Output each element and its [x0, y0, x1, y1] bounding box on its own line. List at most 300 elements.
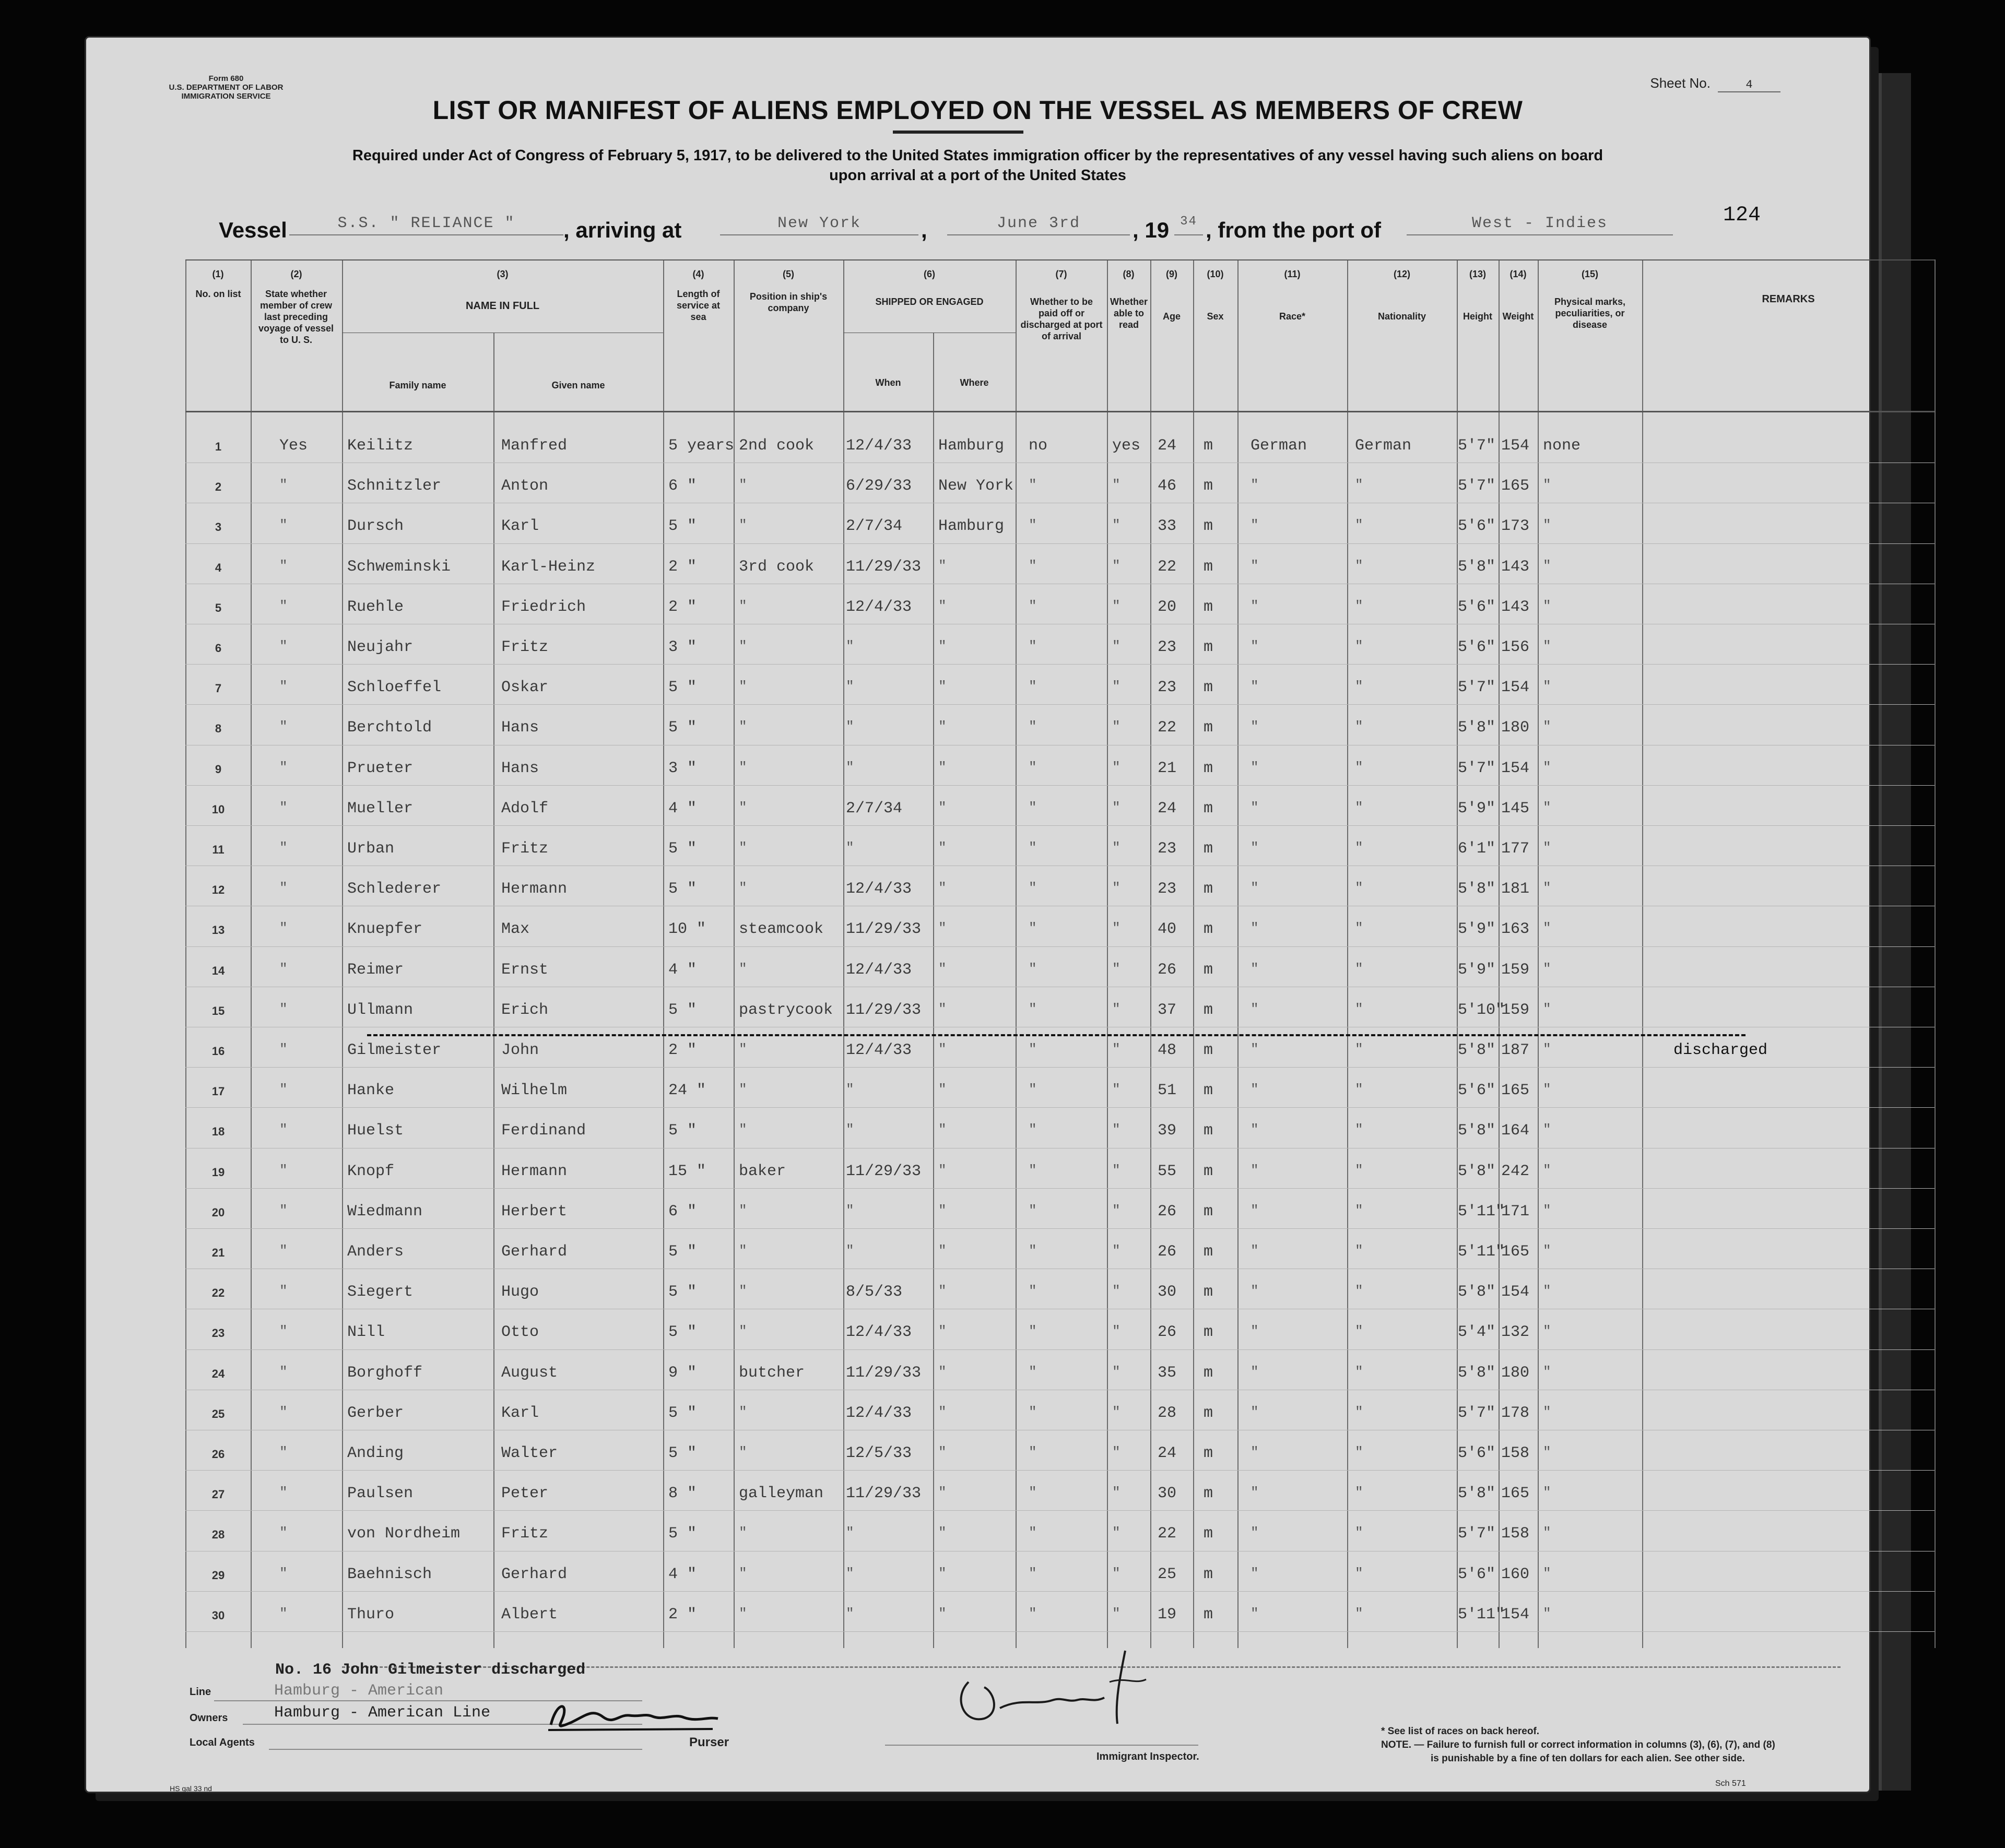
- able-read-cell: ": [1112, 598, 1121, 614]
- inspector-label: Immigrant Inspector.: [1096, 1751, 1199, 1762]
- family-name-cell: Borghoff: [347, 1364, 423, 1382]
- shipped-when-cell: 12/4/33: [846, 437, 912, 455]
- row-number: 15: [211, 1004, 225, 1017]
- age-cell: 25: [1158, 1565, 1177, 1583]
- col-name-in-full: NAME IN FULL: [465, 300, 540, 312]
- age-cell: 33: [1158, 517, 1177, 536]
- nationality-cell: ": [1355, 1525, 1363, 1541]
- nationality-cell: ": [1355, 799, 1363, 815]
- date-value: June 3rd: [947, 212, 1130, 235]
- paid-off-cell: ": [1029, 1485, 1037, 1501]
- height-cell: 5'8": [1458, 1122, 1496, 1140]
- age-cell: 51: [1158, 1082, 1177, 1100]
- table-row: [185, 707, 1935, 748]
- row-number: 6: [215, 642, 222, 655]
- footer: [86, 1661, 1869, 1792]
- table-row: [185, 1554, 1935, 1594]
- length-service-cell: 4 ": [668, 799, 697, 818]
- last-voyage-cell: ": [279, 759, 288, 775]
- sex-cell: m: [1204, 1283, 1213, 1301]
- position-cell: ": [739, 1243, 747, 1259]
- race-cell: ": [1251, 719, 1259, 735]
- age-cell: 24: [1158, 1444, 1177, 1462]
- row-number: 24: [211, 1367, 225, 1380]
- shipped-when-cell: ": [846, 1605, 854, 1621]
- shipped-where-cell: ": [938, 1323, 947, 1340]
- vessel-label: Vessel: [219, 218, 287, 242]
- sex-cell: m: [1204, 1243, 1213, 1261]
- sex-cell: m: [1204, 1122, 1213, 1140]
- sex-cell: m: [1204, 759, 1213, 777]
- race-cell: ": [1251, 1001, 1259, 1017]
- position-cell: ": [739, 477, 747, 493]
- shipped-when-cell: 2/7/34: [846, 799, 903, 818]
- table-row: [185, 1191, 1935, 1231]
- col-num: (4): [692, 269, 704, 279]
- weight-cell: 164: [1501, 1122, 1530, 1140]
- able-read-cell: ": [1112, 1323, 1121, 1340]
- table-row: [185, 1312, 1935, 1352]
- col-num: (8): [1123, 269, 1135, 279]
- given-name-cell: Fritz: [501, 840, 549, 858]
- weight-cell: 165: [1501, 477, 1530, 495]
- able-read-cell: ": [1112, 920, 1121, 937]
- nationality-cell: ": [1355, 719, 1363, 735]
- age-cell: 35: [1158, 1364, 1177, 1382]
- position-cell: ": [739, 880, 747, 896]
- given-name-cell: Gerhard: [501, 1565, 568, 1583]
- length-service-cell: 10 ": [668, 920, 706, 939]
- row-number: 18: [211, 1125, 225, 1139]
- given-name-cell: Otto: [501, 1323, 539, 1342]
- nationality-cell: ": [1355, 1404, 1363, 1420]
- length-service-cell: 5 ": [668, 1323, 697, 1342]
- physical-marks-cell: ": [1543, 558, 1551, 574]
- position-cell: ": [739, 961, 747, 977]
- nationality-cell: ": [1355, 880, 1363, 896]
- weight-cell: 158: [1501, 1525, 1530, 1543]
- row-number: 27: [211, 1488, 225, 1501]
- row-number: 20: [211, 1205, 225, 1219]
- age-cell: 23: [1158, 679, 1177, 697]
- col-where: Where: [960, 377, 989, 388]
- position-cell: 2nd cook: [739, 437, 815, 455]
- shipped-when-cell: 12/4/33: [846, 1041, 912, 1059]
- weight-cell: 159: [1501, 961, 1530, 979]
- row-number: 21: [211, 1246, 225, 1259]
- able-read-cell: ": [1112, 719, 1121, 735]
- shipped-where-cell: Hamburg: [938, 517, 1005, 536]
- able-read-cell: ": [1112, 1605, 1121, 1621]
- shipped-when-cell: 11/29/33: [846, 1162, 922, 1180]
- arriving-value: New York: [720, 212, 918, 235]
- table-row: [185, 1353, 1935, 1393]
- weight-cell: 180: [1501, 719, 1530, 737]
- shipped-when-cell: ": [846, 759, 854, 775]
- sex-cell: m: [1204, 961, 1213, 979]
- last-voyage-cell: ": [279, 961, 288, 977]
- table-row: [185, 1433, 1935, 1473]
- row-number: 19: [211, 1165, 225, 1179]
- shipped-where-cell: ": [938, 719, 947, 735]
- paid-off-cell: ": [1029, 840, 1037, 856]
- row-number: 17: [211, 1085, 225, 1098]
- physical-marks-cell: ": [1543, 638, 1551, 654]
- position-cell: baker: [739, 1162, 786, 1180]
- given-name-cell: Fritz: [501, 1525, 549, 1543]
- position-cell: ": [739, 719, 747, 735]
- length-service-cell: 5 ": [668, 840, 697, 858]
- nationality-cell: ": [1355, 1485, 1363, 1501]
- physical-marks-cell: ": [1543, 799, 1551, 815]
- shipped-where-cell: ": [938, 759, 947, 775]
- able-read-cell: ": [1112, 840, 1121, 856]
- able-read-cell: ": [1112, 679, 1121, 695]
- given-name-cell: Fritz: [501, 638, 549, 656]
- last-voyage-cell: ": [279, 1243, 288, 1259]
- race-cell: ": [1251, 1283, 1259, 1299]
- weight-cell: 187: [1501, 1041, 1530, 1059]
- shipped-when-cell: ": [846, 638, 854, 654]
- weight-cell: 173: [1501, 517, 1530, 536]
- table-row: [185, 425, 1935, 466]
- height-cell: 6'1": [1458, 840, 1496, 858]
- position-cell: ": [739, 1283, 747, 1299]
- weight-cell: 154: [1501, 679, 1530, 697]
- able-read-cell: yes: [1112, 437, 1141, 455]
- table-row: [185, 869, 1935, 909]
- height-cell: 5'8": [1458, 880, 1496, 898]
- position-cell: ": [739, 1122, 747, 1138]
- length-service-cell: 15 ": [668, 1162, 706, 1180]
- length-service-cell: 5 ": [668, 1525, 697, 1543]
- race-cell: ": [1251, 1364, 1259, 1380]
- given-name-cell: August: [501, 1364, 558, 1382]
- shipped-when-cell: 12/4/33: [846, 880, 912, 898]
- paid-off-cell: ": [1029, 1605, 1037, 1621]
- owners-label: Owners: [190, 1712, 228, 1724]
- family-name-cell: Dursch: [347, 517, 404, 536]
- shipped-when-cell: 2/7/34: [846, 517, 903, 536]
- paid-off-cell: ": [1029, 719, 1037, 735]
- height-cell: 5'11": [1458, 1243, 1505, 1261]
- paid-off-cell: ": [1029, 679, 1037, 695]
- age-cell: 55: [1158, 1162, 1177, 1180]
- race-cell: ": [1251, 1162, 1259, 1178]
- paid-off-cell: ": [1029, 1404, 1037, 1420]
- paid-off-cell: no: [1029, 437, 1048, 455]
- height-cell: 5'6": [1458, 598, 1496, 616]
- physical-marks-cell: ": [1543, 1404, 1551, 1420]
- from-label: , from the port of: [1206, 218, 1381, 242]
- weight-cell: 159: [1501, 1001, 1530, 1019]
- table-row: [185, 1473, 1935, 1513]
- sex-cell: m: [1204, 1041, 1213, 1059]
- length-service-cell: 6 ": [668, 1202, 697, 1221]
- length-service-cell: 4 ": [668, 961, 697, 979]
- shipped-where-cell: ": [938, 1364, 947, 1380]
- page-title: LIST OR MANIFEST OF ALIENS EMPLOYED ON THE VESSEL AS MEMBERS OF CREW: [432, 96, 1523, 125]
- table-row: [185, 1110, 1935, 1151]
- paid-off-cell: ": [1029, 1162, 1037, 1178]
- age-cell: 46: [1158, 477, 1177, 495]
- table-row: [185, 788, 1935, 828]
- length-service-cell: 5 ": [668, 1122, 697, 1140]
- height-cell: 5'7": [1458, 477, 1496, 495]
- height-cell: 5'8": [1458, 719, 1496, 737]
- table-row: [185, 506, 1935, 546]
- nationality-cell: ": [1355, 1444, 1363, 1460]
- position-cell: steamcook: [739, 920, 824, 939]
- height-cell: 5'6": [1458, 1444, 1496, 1462]
- length-service-cell: 5 ": [668, 1404, 697, 1422]
- last-voyage-cell: ": [279, 679, 288, 695]
- height-cell: 5'7": [1458, 679, 1496, 697]
- table-row: [185, 1151, 1935, 1191]
- last-voyage-cell: ": [279, 517, 288, 534]
- age-cell: 30: [1158, 1283, 1177, 1301]
- weight-cell: 242: [1501, 1162, 1530, 1180]
- race-cell: ": [1251, 1444, 1259, 1460]
- line-label: Line: [190, 1686, 211, 1698]
- nationality-cell: ": [1355, 558, 1363, 574]
- position-cell: ": [739, 1565, 747, 1581]
- nationality-cell: ": [1355, 1162, 1363, 1178]
- nationality-cell: ": [1355, 961, 1363, 977]
- shipped-where-cell: ": [938, 1202, 947, 1218]
- row-number: 22: [211, 1286, 225, 1300]
- able-read-cell: ": [1112, 1485, 1121, 1501]
- race-cell: ": [1251, 840, 1259, 856]
- physical-marks-cell: ": [1543, 1605, 1551, 1621]
- department-name: U.S. DEPARTMENT OF LABOR: [169, 83, 284, 92]
- nationality-cell: ": [1355, 1605, 1363, 1621]
- shipped-when-cell: ": [846, 719, 854, 735]
- position-cell: ": [739, 1202, 747, 1218]
- sex-cell: m: [1204, 1485, 1213, 1503]
- paid-off-cell: ": [1029, 477, 1037, 493]
- family-name-cell: Schnitzler: [347, 477, 442, 495]
- last-voyage-cell: ": [279, 558, 288, 574]
- last-voyage-cell: ": [279, 1444, 288, 1460]
- able-read-cell: ": [1112, 1565, 1121, 1581]
- position-cell: ": [739, 1444, 747, 1460]
- length-service-cell: 3 ": [668, 638, 697, 656]
- race-cell: ": [1251, 598, 1259, 614]
- print-code: HS gal 33 nd: [170, 1784, 212, 1793]
- family-name-cell: Wiedmann: [347, 1202, 423, 1221]
- sex-cell: m: [1204, 558, 1213, 576]
- family-name-cell: Berchtold: [347, 719, 432, 737]
- length-service-cell: 9 ": [668, 1364, 697, 1382]
- height-cell: 5'11": [1458, 1202, 1505, 1221]
- paid-off-cell: ": [1029, 1122, 1037, 1138]
- table-row: [185, 1513, 1935, 1554]
- row-number: 2: [215, 480, 222, 494]
- last-voyage-cell: ": [279, 799, 288, 815]
- family-name-cell: Siegert: [347, 1283, 414, 1301]
- sex-cell: m: [1204, 1605, 1213, 1624]
- last-voyage-cell: ": [279, 1283, 288, 1299]
- physical-marks-cell: ": [1543, 1122, 1551, 1138]
- age-cell: 26: [1158, 1243, 1177, 1261]
- col-num: (14): [1509, 269, 1527, 279]
- paid-off-cell: ": [1029, 1283, 1037, 1299]
- row-number: 16: [211, 1045, 225, 1058]
- weight-cell: 163: [1501, 920, 1530, 939]
- able-read-cell: ": [1112, 558, 1121, 574]
- shipped-when-cell: ": [846, 1202, 854, 1218]
- service-name: IMMIGRATION SERVICE: [181, 92, 271, 101]
- height-cell: 5'7": [1458, 1404, 1496, 1422]
- age-cell: 40: [1158, 920, 1177, 939]
- age-cell: 19: [1158, 1605, 1177, 1624]
- col-length-service: Length of service at sea: [676, 289, 721, 322]
- length-service-cell: 5 ": [668, 880, 697, 898]
- table-row: [185, 627, 1935, 667]
- sex-cell: m: [1204, 840, 1213, 858]
- col-shipped-engaged: SHIPPED OR ENGAGED: [875, 297, 984, 307]
- position-cell: ": [739, 1323, 747, 1340]
- nationality-cell: ": [1355, 679, 1363, 695]
- height-cell: 5'6": [1458, 1565, 1496, 1583]
- age-cell: 24: [1158, 799, 1177, 818]
- last-voyage-cell: ": [279, 1001, 288, 1017]
- last-voyage-cell: ": [279, 1323, 288, 1340]
- table-row: [185, 828, 1935, 869]
- shipped-where-cell: ": [938, 880, 947, 896]
- shipped-where-cell: ": [938, 920, 947, 937]
- physical-marks-cell: ": [1543, 1001, 1551, 1017]
- height-cell: 5'8": [1458, 1485, 1496, 1503]
- paid-off-cell: ": [1029, 1525, 1037, 1541]
- able-read-cell: ": [1112, 1525, 1121, 1541]
- able-read-cell: ": [1112, 1243, 1121, 1259]
- race-cell: ": [1251, 638, 1259, 654]
- weight-cell: 165: [1501, 1485, 1530, 1503]
- nationality-cell: ": [1355, 920, 1363, 937]
- nationality-cell: ": [1355, 1243, 1363, 1259]
- last-voyage-cell: ": [279, 880, 288, 896]
- age-cell: 26: [1158, 961, 1177, 979]
- race-cell: ": [1251, 1565, 1259, 1581]
- title-rule: [893, 131, 1023, 134]
- race-cell: German: [1251, 437, 1307, 455]
- height-cell: 5'8": [1458, 1283, 1496, 1301]
- family-name-cell: Ullmann: [347, 1001, 414, 1019]
- position-cell: ": [739, 840, 747, 856]
- paid-off-cell: ": [1029, 1243, 1037, 1259]
- age-cell: 37: [1158, 1001, 1177, 1019]
- sheet-number: [1650, 75, 1780, 92]
- able-read-cell: ": [1112, 1202, 1121, 1218]
- paid-off-cell: ": [1029, 1323, 1037, 1340]
- arriving-label: , arriving at: [563, 218, 682, 242]
- length-service-cell: 24 ": [668, 1082, 706, 1100]
- position-cell: ": [739, 1605, 747, 1621]
- physical-marks-cell: none: [1543, 437, 1581, 455]
- col-nationality: Nationality: [1377, 311, 1426, 322]
- sex-cell: m: [1204, 1364, 1213, 1382]
- shipped-when-cell: 12/5/33: [846, 1444, 912, 1462]
- given-name-cell: John: [501, 1041, 539, 1059]
- height-cell: 5'6": [1458, 1082, 1496, 1100]
- shipped-where-cell: Hamburg: [938, 437, 1005, 455]
- age-cell: 28: [1158, 1404, 1177, 1422]
- table-row: [185, 950, 1935, 990]
- col-given-name: Given name: [551, 380, 605, 390]
- given-name-cell: Karl: [501, 517, 539, 536]
- family-name-cell: von Nordheim: [347, 1525, 461, 1543]
- height-cell: 5'9": [1458, 961, 1496, 979]
- row-number: 23: [211, 1326, 225, 1340]
- weight-cell: 154: [1501, 1605, 1530, 1624]
- shipped-where-cell: ": [938, 1122, 947, 1138]
- family-name-cell: Reimer: [347, 961, 404, 979]
- given-name-cell: Gerhard: [501, 1243, 568, 1261]
- row-number: 11: [212, 843, 225, 856]
- paid-off-cell: ": [1029, 1041, 1037, 1057]
- last-voyage-cell: ": [279, 719, 288, 735]
- table-row: [185, 1070, 1935, 1110]
- col-num: (3): [497, 269, 509, 279]
- row-number: 10: [211, 802, 225, 816]
- weight-cell: 143: [1501, 598, 1530, 616]
- col-race: Race*: [1279, 311, 1306, 322]
- shipped-when-cell: ": [846, 679, 854, 695]
- physical-marks-cell: ": [1543, 719, 1551, 735]
- height-cell: 5'8": [1458, 1364, 1496, 1382]
- family-name-cell: Ruehle: [347, 598, 404, 616]
- paid-off-cell: ": [1029, 920, 1037, 937]
- given-name-cell: Hans: [501, 759, 539, 777]
- age-cell: 20: [1158, 598, 1177, 616]
- age-cell: 26: [1158, 1323, 1177, 1342]
- able-read-cell: ": [1112, 477, 1121, 493]
- owners-value: Hamburg - American Line: [274, 1704, 491, 1722]
- able-read-cell: ": [1112, 1162, 1121, 1178]
- age-cell: 23: [1158, 638, 1177, 656]
- col-age: Age: [1162, 311, 1181, 322]
- given-name-cell: Oskar: [501, 679, 549, 697]
- family-name-cell: Mueller: [347, 799, 414, 818]
- position-cell: ": [739, 759, 747, 775]
- family-name-cell: Huelst: [347, 1122, 404, 1140]
- length-service-cell: 5 ": [668, 1001, 697, 1019]
- last-voyage-cell: ": [279, 1082, 288, 1098]
- paid-off-cell: ": [1029, 598, 1037, 614]
- given-name-cell: Walter: [501, 1444, 558, 1462]
- height-cell: 5'8": [1458, 558, 1496, 576]
- shipped-where-cell: ": [938, 1283, 947, 1299]
- race-cell: ": [1251, 1323, 1259, 1340]
- nationality-cell: ": [1355, 1364, 1363, 1380]
- shipped-when-cell: ": [846, 1243, 854, 1259]
- crew-table: [185, 259, 1935, 1648]
- race-cell: ": [1251, 1525, 1259, 1541]
- height-cell: 5'6": [1458, 517, 1496, 536]
- sex-cell: m: [1204, 1162, 1213, 1180]
- given-name-cell: Adolf: [501, 799, 549, 818]
- table-row: [185, 1272, 1935, 1312]
- family-name-cell: Neujahr: [347, 638, 414, 656]
- last-voyage-cell: ": [279, 477, 288, 493]
- table-row: [185, 748, 1935, 788]
- able-read-cell: ": [1112, 961, 1121, 977]
- shipped-where-cell: ": [938, 840, 947, 856]
- row-number: 3: [215, 520, 222, 534]
- length-service-cell: 5 ": [668, 1283, 697, 1301]
